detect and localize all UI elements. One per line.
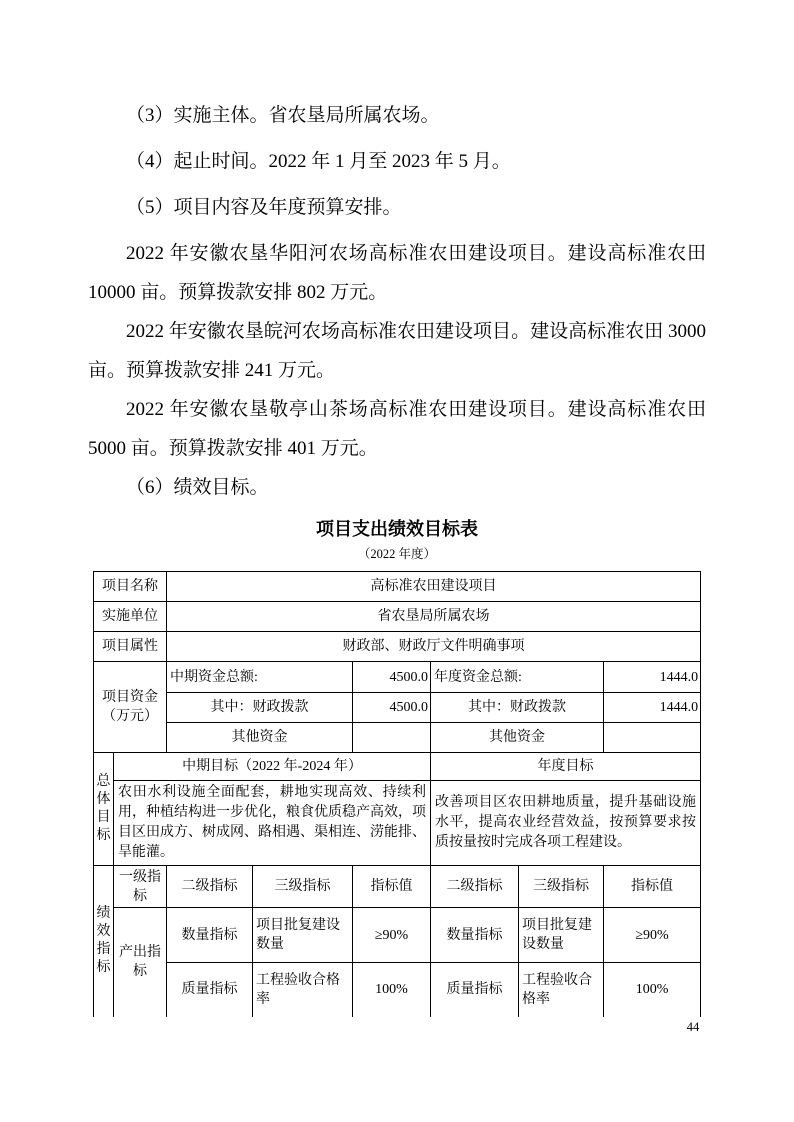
annual-goal-header: 年度目标: [431, 753, 701, 781]
table-title: 项目支出绩效目标表: [316, 519, 478, 540]
paragraph-6: （6）绩效目标。: [126, 477, 269, 498]
midterm-fiscal-label: 其中：财政拨款: [167, 693, 353, 723]
midterm-goal-header: 中期目标（2022 年-2024 年）: [114, 753, 431, 781]
row-implement-unit: [94, 602, 701, 632]
mid-value-header: 指标值: [353, 866, 431, 908]
row-project-attribute: [94, 632, 701, 662]
midterm-other-value: [353, 723, 431, 753]
paragraph-5: （5）项目内容及年度预算安排。: [126, 197, 402, 218]
mid-quantity-label: 数量指标: [167, 908, 253, 963]
row-funds-other: [94, 723, 701, 753]
year-level3-header: 三级指标: [519, 866, 604, 908]
paragraph-4: （4）起止时间。2022 年 1 月至 2023 年 5 月。: [126, 151, 511, 172]
implement-unit-label: 实施单位: [94, 602, 167, 632]
project-attribute-label: 项目属性: [94, 632, 167, 662]
mid-level3-header: 三级指标: [253, 866, 353, 908]
midterm-goal-text: 农田水利设施全面配套，耕地实现高效、持续利用，种植结构进一步优化，粮食优质稳产高效，项目区田成方、树成网、路相遇、渠相连、涝能排、旱能灌。: [114, 781, 431, 866]
annual-fiscal-label: 其中：财政拨款: [431, 693, 604, 723]
output-indicator-label: 产出指标: [114, 908, 167, 1017]
year-quality-value: 100%: [604, 963, 701, 1017]
performance-indicator-label: 绩效指标: [94, 866, 114, 1017]
page-number: 44: [686, 1020, 700, 1034]
annual-other-label: 其他资金: [431, 723, 604, 753]
year-quality-label: 质量指标: [431, 963, 519, 1017]
implement-unit-value: 省农垦局所属农场: [167, 602, 701, 632]
document-body: [88, 96, 706, 1017]
midterm-total-label: 中期资金总额:: [167, 662, 353, 693]
annual-other-value: [604, 723, 701, 753]
annual-total-value: 1444.0: [604, 662, 701, 693]
paragraph-3: （3）实施主体。省农垦局所属农场。: [126, 105, 440, 126]
project-attribute-value: 财政部、财政厅文件明确事项: [167, 632, 701, 662]
year-quantity-value: ≥90%: [604, 908, 701, 963]
row-goal-content: [94, 781, 701, 866]
row-project-name: [94, 572, 701, 602]
year-quantity-label: 数量指标: [431, 908, 519, 963]
year-level2-header: 二级指标: [431, 866, 519, 908]
row-goal-header: [94, 753, 701, 781]
paragraph-project-huayanghe: 2022 年安徽农垦华阳河农场高标准农田建设项目。建设高标准农田 10000 亩。预算拨款安排 802 万元。: [88, 243, 706, 303]
row-quality-indicator: [94, 963, 701, 1017]
year-value-header: 指标值: [604, 866, 701, 908]
project-name-label: 项目名称: [94, 572, 167, 602]
funds-label: 项目资金（万元）: [94, 662, 167, 753]
level1-header: 一级指标: [114, 866, 167, 908]
table-subtitle: （2022 年度）: [357, 547, 437, 561]
annual-fiscal-value: 1444.0: [604, 693, 701, 723]
mid-quality-label: 质量指标: [167, 963, 253, 1017]
annual-total-label: 年度资金总额:: [431, 662, 604, 693]
mid-quantity-indicator: 项目批复建设数量: [253, 908, 353, 963]
year-quantity-indicator: 项目批复建设数量: [519, 908, 604, 963]
project-name-value: 高标准农田建设项目: [167, 572, 701, 602]
midterm-total-value: 4500.0: [353, 662, 431, 693]
performance-target-table: [93, 571, 701, 1017]
overall-goal-label: 总体目标: [94, 753, 114, 866]
mid-level2-header: 二级指标: [167, 866, 253, 908]
row-funds-total: [94, 662, 701, 693]
annual-goal-text: 改善项目区农田耕地质量，提升基础设施水平，提高农业经营效益，按预算要求按质按量按时完成各项工程建设。: [431, 781, 701, 866]
mid-quality-indicator: 工程验收合格率: [253, 963, 353, 1017]
row-quantity-indicator: [94, 908, 701, 963]
year-quality-indicator: 工程验收合格率: [519, 963, 604, 1017]
row-indicator-header: [94, 866, 701, 908]
row-funds-fiscal: [94, 693, 701, 723]
paragraph-project-jingtingshan: 2022 年安徽农垦敬亭山茶场高标准农田建设项目。建设高标准农田 5000 亩。预算拨款安排 401 万元。: [88, 399, 706, 459]
paragraph-project-wanhe: 2022 年安徽农垦皖河农场高标准农田建设项目。建设高标准农田 3000 亩。预算拨款安排 241 万元。: [88, 321, 706, 381]
mid-quality-value: 100%: [353, 963, 431, 1017]
mid-quantity-value: ≥90%: [353, 908, 431, 963]
midterm-other-label: 其他资金: [167, 723, 353, 753]
midterm-fiscal-value: 4500.0: [353, 693, 431, 723]
